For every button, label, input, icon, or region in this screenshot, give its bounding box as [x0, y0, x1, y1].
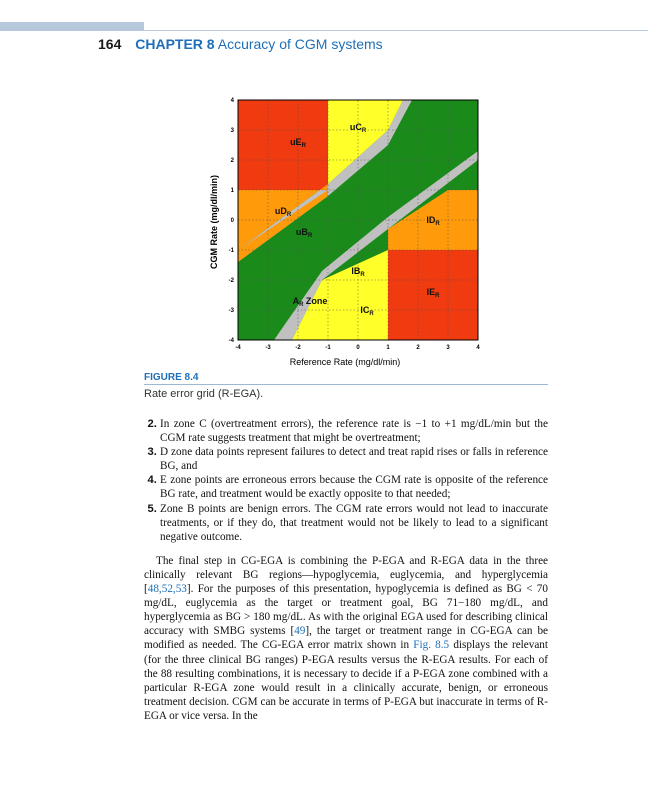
- header-rule: [0, 30, 648, 31]
- y-tick-label: 2: [230, 158, 234, 164]
- x-tick-label: -1: [325, 345, 331, 351]
- running-header: [98, 36, 383, 52]
- y-tick-label: 3: [230, 128, 234, 134]
- x-tick-label: 4: [476, 345, 480, 351]
- chapter-label: CHAPTER 8: [135, 36, 215, 52]
- list-item: 3. D zone data points represent failures to detect and treat rapid rises or falls in reference BG, and: [160, 445, 548, 473]
- list-item: 2. In zone C (overtreatment errors), the reference rate is −1 to +1 mg/dL/min but the CGM rate suggests treatment that might be overtreatment;: [160, 417, 548, 445]
- page-number: 164: [98, 36, 122, 52]
- zone-list: [144, 417, 548, 544]
- x-tick-label: -4: [235, 345, 241, 351]
- x-tick-label: -2: [295, 345, 301, 351]
- zone-label: $uE_R$: [290, 137, 306, 149]
- body-text: [144, 417, 548, 723]
- paragraph: The final step in CG-EGA is combining the P-EGA and R-EGA data in the three clinically relevant BG regions—hypoglycemia, euglycemia, and hyperglycemia [48,52,53]. For the purposes of this presentation, hypoglycemia is defined as BG < 70 mg/dL, euglycemia as the target or treatment goal, BG 71−180 mg/dL, and hyperglycemia as BG > 180 mg/dL. As with the original EGA used for describing clinical accuracy with SMBG systems [49], the target or treatment range in CG-EGA can be modified as needed. The CG-EGA error matrix shown in Fig. 8.5 displays the relevant (for the three clinical BG ranges) P-EGA results versus the R-EGA results. For each of the 88 resulting combinations, it is necessary to decide if a P-EGA zone combined with a particular R-EGA zone would result in a clinically accurate, benign, or erroneous treatment decision. CGM can be accurate in terms of P-EGA but inaccurate in terms of R-EGA or vice versa. In the: [144, 554, 548, 722]
- figure-label: FIGURE 8.4: [144, 372, 199, 383]
- citation-link[interactable]: 49: [294, 625, 306, 638]
- figure-caption: Rate error grid (R-EGA).: [144, 388, 264, 400]
- header-bar: [0, 22, 144, 30]
- zone-label: $lE_R$: [426, 287, 440, 299]
- zone-label: $lC_R$: [360, 305, 374, 317]
- list-item: 4. E zone points are erroneous errors because the CGM rate is opposite of the reference BG rate, and treatment would be exactly opposite to that needed;: [160, 473, 548, 501]
- y-axis-label: CGM Rate (mg/dl/min): [209, 175, 219, 269]
- zone-label: $lD_R$: [426, 215, 440, 227]
- y-tick-label: 1: [230, 188, 234, 194]
- zone-label: $lB_R$: [351, 266, 365, 278]
- list-item: 5. Zone B points are benign errors. The CGM rate errors would not lead to inaccurate treatments, or if they do, that treatment would not be likely to lead to a significant negative outcome.: [160, 502, 548, 544]
- zone-label: $A_R$ Zone: [292, 296, 328, 308]
- caption-rule: [144, 384, 548, 385]
- zone-ue-region: [238, 100, 328, 190]
- y-tick-label: -4: [228, 338, 234, 344]
- citation-link[interactable]: 48,52,53: [147, 583, 187, 596]
- y-tick-label: 4: [230, 98, 234, 104]
- x-tick-label: 0: [356, 345, 360, 351]
- x-tick-label: 3: [446, 345, 450, 351]
- y-tick-label: -2: [228, 278, 234, 284]
- y-tick-label: 0: [230, 218, 234, 224]
- x-tick-label: 2: [416, 345, 420, 351]
- figure-link[interactable]: Fig. 8.5: [413, 639, 450, 652]
- rate-error-grid-chart: [200, 92, 500, 372]
- x-axis-label: Reference Rate (mg/dl/min): [289, 357, 401, 367]
- zone-label: $uD_R$: [274, 206, 292, 218]
- zone-label: $uC_R$: [349, 122, 367, 134]
- zone-label: $uB_R$: [295, 227, 313, 239]
- y-tick-label: -1: [228, 248, 234, 254]
- x-tick-label: -3: [265, 345, 271, 351]
- x-tick-label: 1: [386, 345, 390, 351]
- chapter-title: Accuracy of CGM systems: [217, 36, 383, 52]
- y-tick-label: -3: [228, 308, 234, 314]
